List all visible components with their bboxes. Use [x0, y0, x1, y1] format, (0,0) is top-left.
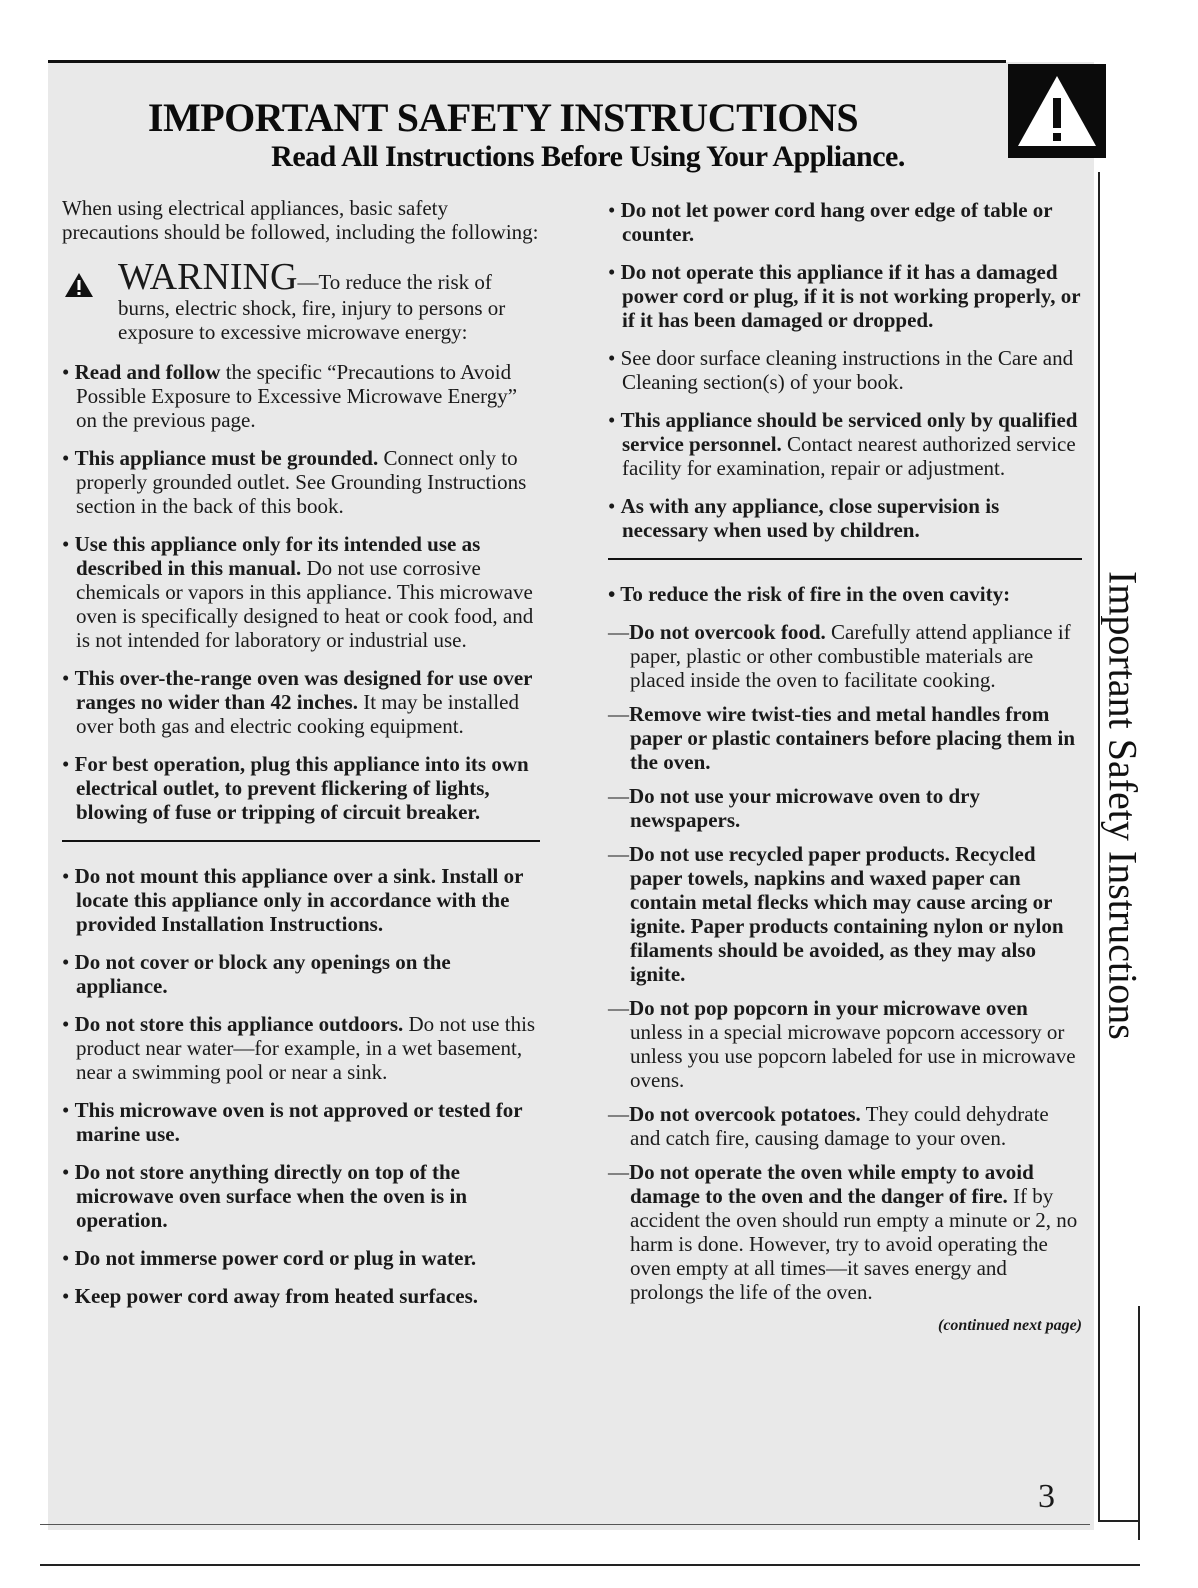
section-divider [608, 558, 1082, 560]
fire-item: —Remove wire twist-ties and metal handles from paper or plastic containers before placing them in the oven. [608, 702, 1076, 774]
warning-statement [62, 258, 540, 344]
fire-item: —Do not use your microwave oven to dry newspapers. [608, 784, 980, 832]
side-rule-foot [1098, 1520, 1140, 1522]
dash: — [608, 1102, 629, 1126]
bullet: • [608, 260, 616, 284]
fire-item: —Do not operate the oven while empty to avoid damage to the oven and the danger of fire. If by accident the oven should run empty a minute or 2, no harm is done. However, try to avoid operating the oven empty at all times—it saves energy and prolongs the life of the oven. [608, 1160, 1078, 1304]
list-item: • See door surface cleaning instructions in the Care and Cleaning section(s) of your book. [608, 346, 1074, 394]
section-divider [62, 840, 540, 842]
dash: — [608, 1160, 629, 1184]
list-item: • As with any appliance, close supervision is necessary when used by children. [608, 494, 1000, 542]
bullet: • [608, 582, 616, 606]
list-item: • Do not cover or block any openings on the appliance. [62, 950, 451, 998]
bullet: • [62, 950, 70, 974]
top-rule [48, 60, 1006, 63]
bullet: • [62, 666, 70, 690]
bullet: • [608, 494, 616, 518]
left-column [62, 196, 540, 1322]
bullet: • [62, 1012, 70, 1036]
list-item: • This appliance should be serviced only by qualified service personnel. Contact nearest authorized service facility for examination, repair or adjustment. [608, 408, 1078, 480]
list-item: • This over-the-range oven was designed for use over ranges no wider than 42 inches. It may be installed over both gas and electric cooking equipment. [62, 666, 533, 738]
page-number: 3 [1038, 1478, 1055, 1515]
list-item: • Do not store anything directly on top of the microwave oven surface when the oven is in operation. [62, 1160, 467, 1232]
side-rule-lower [1138, 1306, 1140, 1540]
bullet: • [608, 198, 616, 222]
list-item: • Do not immerse power cord or plug in water. [62, 1246, 477, 1270]
fire-item: —Do not overcook food. Carefully attend appliance if paper, plastic or other combustible materials are placed inside the oven to facilitate cooking. [608, 620, 1071, 692]
warning-word: WARNING [118, 256, 298, 298]
dash: — [608, 842, 629, 866]
dash: — [608, 784, 629, 808]
fire-item: —Do not overcook potatoes. They could dehydrate and catch fire, causing damage to your oven. [608, 1102, 1049, 1150]
section-side-tab-label: Important Safety Instructions [1100, 570, 1146, 1040]
fire-heading: • To reduce the risk of fire in the oven cavity: [608, 582, 1011, 606]
bullet: • [62, 864, 70, 888]
list-item: • Do not mount this appliance over a sink. Install or locate this appliance only in accordance with the provided Installation Instructions. [62, 864, 524, 936]
bullet: • [62, 1098, 70, 1122]
bullet: • [62, 1246, 70, 1270]
page-title: IMPORTANT SAFETY INSTRUCTIONS [147, 95, 859, 140]
intro-paragraph: When using electrical appliances, basic safety precautions should be followed, including the following: [62, 196, 539, 244]
bullet: • [608, 408, 616, 432]
dash: — [608, 702, 629, 726]
list-item: • Keep power cord away from heated surfaces. [62, 1284, 479, 1308]
bullet: • [62, 1160, 70, 1184]
list-item: • This appliance must be grounded. Connect only to properly grounded outlet. See Grounding Instructions section in the back of this book. [62, 446, 527, 518]
bullet: • [62, 532, 70, 556]
dash: — [608, 996, 629, 1020]
bottom-rule [40, 1524, 1090, 1525]
bullet: • [62, 360, 70, 384]
fire-item: —Do not pop popcorn in your microwave oven unless in a special microwave popcorn accessory or unless you use popcorn labeled for use in microwave ovens. [608, 996, 1076, 1092]
bullet: • [62, 1284, 70, 1308]
list-item: • Do not let power cord hang over edge of table or counter. [608, 198, 1053, 246]
list-item: • Do not store this appliance outdoors. Do not use this product near water—for example, in a wet basement, near a swimming pool or near a sink. [62, 1012, 536, 1084]
bullet: • [62, 752, 70, 776]
continued-note: (continued next page) [938, 1317, 1082, 1334]
bullet: • [62, 446, 70, 470]
dash: — [608, 620, 629, 644]
list-item: • Do not operate this appliance if it has a damaged power cord or plug, if it is not working properly, or if it has been damaged or dropped. [608, 260, 1081, 332]
bottom-rule-heavy [40, 1564, 1140, 1566]
fire-item: —Do not use recycled paper products. Recycled paper towels, napkins and waxed paper can contain metal flecks which may cause arcing or ignite. Paper products containing nylon or nylon filaments should be avoided, as they may also ignite. [608, 842, 1064, 986]
list-item: • For best operation, plug this appliance into its own electrical outlet, to prevent flickering of lights, blowing of fuse or tripping of circuit breaker. [62, 752, 529, 824]
section-side-tab [1098, 565, 1148, 1045]
warning-text: —To reduce the risk of burns, electric shock, fire, injury to persons or exposure to excessive microwave energy: [118, 270, 506, 344]
list-item: • Use this appliance only for its intended use as described in this manual. Do not use corrosive chemicals or vapors in this appliance. This microwave oven is specifically designed to heat or cook food, and is not intended for laboratory or industrial use. [62, 532, 534, 652]
warning-small-icon [64, 272, 94, 303]
page-subtitle: Read All Instructions Before Using Your Appliance. [271, 140, 905, 173]
right-column [608, 198, 1082, 1338]
bullet: • [608, 346, 616, 370]
list-item: • Read and follow the specific “Precautions to Avoid Possible Exposure to Excessive Microwave Energy” on the previous page. [62, 360, 518, 432]
list-item: • This microwave oven is not approved or tested for marine use. [62, 1098, 523, 1146]
